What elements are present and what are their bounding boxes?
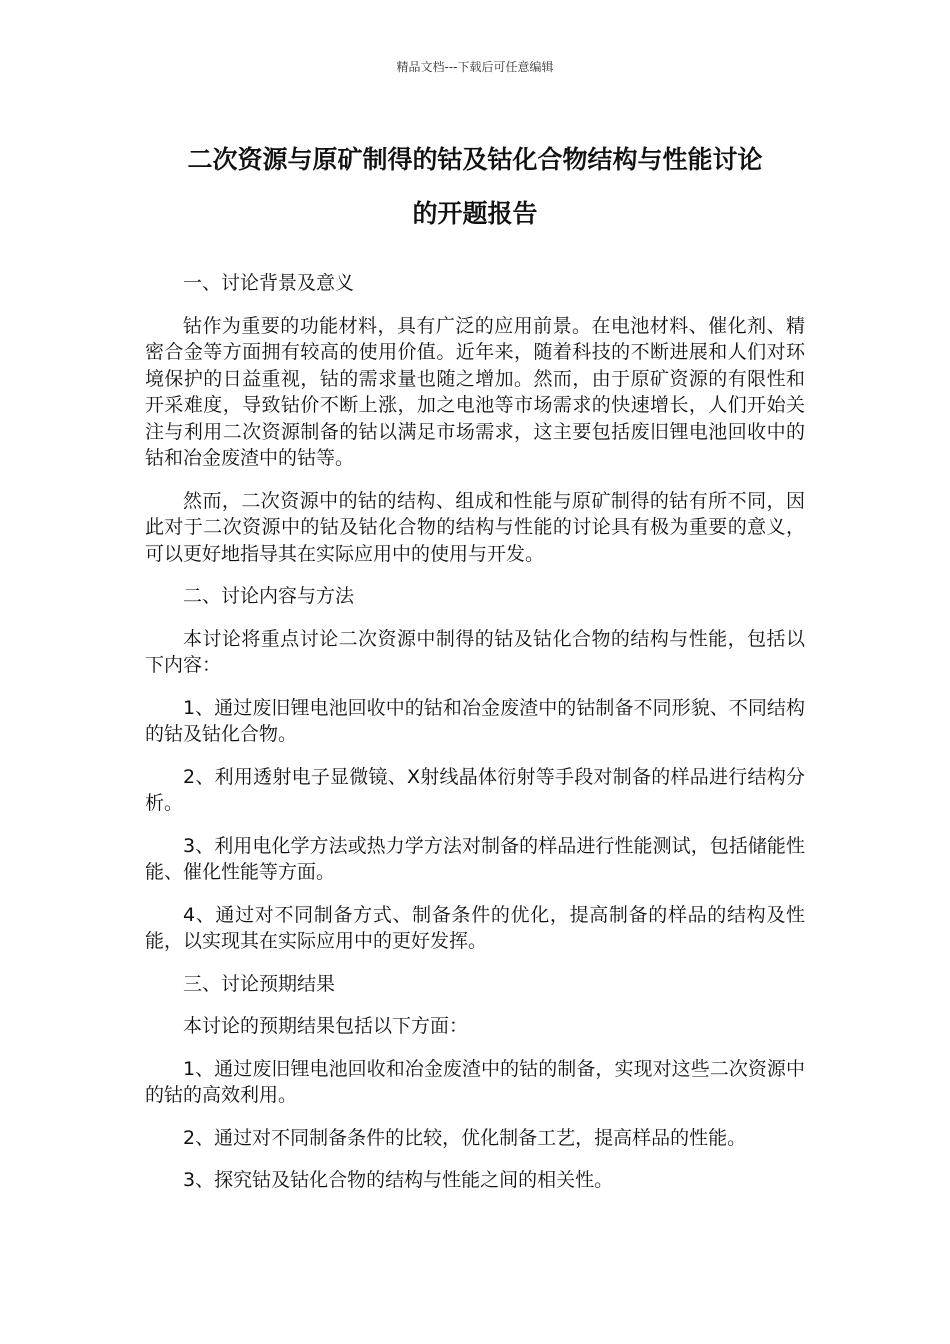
- section-heading-content-methods: 二、讨论内容与方法: [183, 585, 355, 607]
- list-item-result-1: 1、通过废旧锂电池回收和冶金废渣中的钴的制备，实现对这些二次资源中的钴的高效利用。: [145, 1057, 805, 1106]
- section-heading-background: 一、讨论背景及意义: [183, 272, 355, 294]
- list-item-result-2: 2、通过对不同制备条件的比较，优化制备工艺，提高样品的性能。: [183, 1126, 747, 1149]
- document-body: [145, 270, 805, 1210]
- section-heading-expected-results: 三、讨论预期结果: [183, 972, 336, 995]
- document-title-line-2: 的开题报告: [412, 199, 538, 228]
- list-item-content-3: 3、利用电化学方法或热力学方法对制备的样品进行性能测试，包括储能性能、催化性能等方面。: [145, 834, 805, 883]
- document-title-line-1: 二次资源与原矿制得的钴及钴化合物结构与性能讨论: [187, 145, 763, 174]
- list-item-result-3: 3、探究钴及钴化合物的结构与性能之间的相关性。: [183, 1169, 614, 1191]
- list-item-content-2: 2、利用透射电子显微镜、X射线晶体衍射等手段对制备的样品进行结构分析。: [145, 765, 805, 814]
- header-note: 精品文档---下载后可任意编辑: [396, 60, 554, 74]
- list-item-content-4: 4、通过对不同制备方式、制备条件的优化，提高制备的样品的结构及性能，以实现其在实际应用中的更好发挥。: [145, 903, 805, 952]
- paragraph-content-intro: 本讨论将重点讨论二次资源中制得的钴及钴化合物的结构与性能，包括以下内容：: [145, 627, 805, 676]
- list-item-content-1: 1、通过废旧锂电池回收中的钴和冶金废渣中的钴制备不同形貌、不同结构的钴及钴化合物。: [145, 696, 805, 745]
- paragraph-results-intro: 本讨论的预期结果包括以下方面：: [183, 1015, 469, 1037]
- paragraph-background-2: 然而，二次资源中的钴的结构、组成和性能与原矿制得的钴有所不同，因此对于二次资源中的钴及钴化合物的结构与性能的讨论具有极为重要的意义，可以更好地指导其在实际应用中的使用与开发。: [145, 489, 805, 565]
- paragraph-background-1: 钴作为重要的功能材料，具有广泛的应用前景。在电池材料、催化剂、精密合金等方面拥有较高的使用价值。近年来，随着科技的不断进展和人们对环境保护的日益重视，钴的需求量也随之增加。然而，由于原矿资源的有限性和开采难度，导致钴价不断上涨，加之电池等市场需求的快速增长，人们开始关注与利用二次资源制备的钴以满足市场需求，这主要包括废旧锂电池回收中的钴和冶金废渣中的钴等。: [145, 314, 805, 469]
